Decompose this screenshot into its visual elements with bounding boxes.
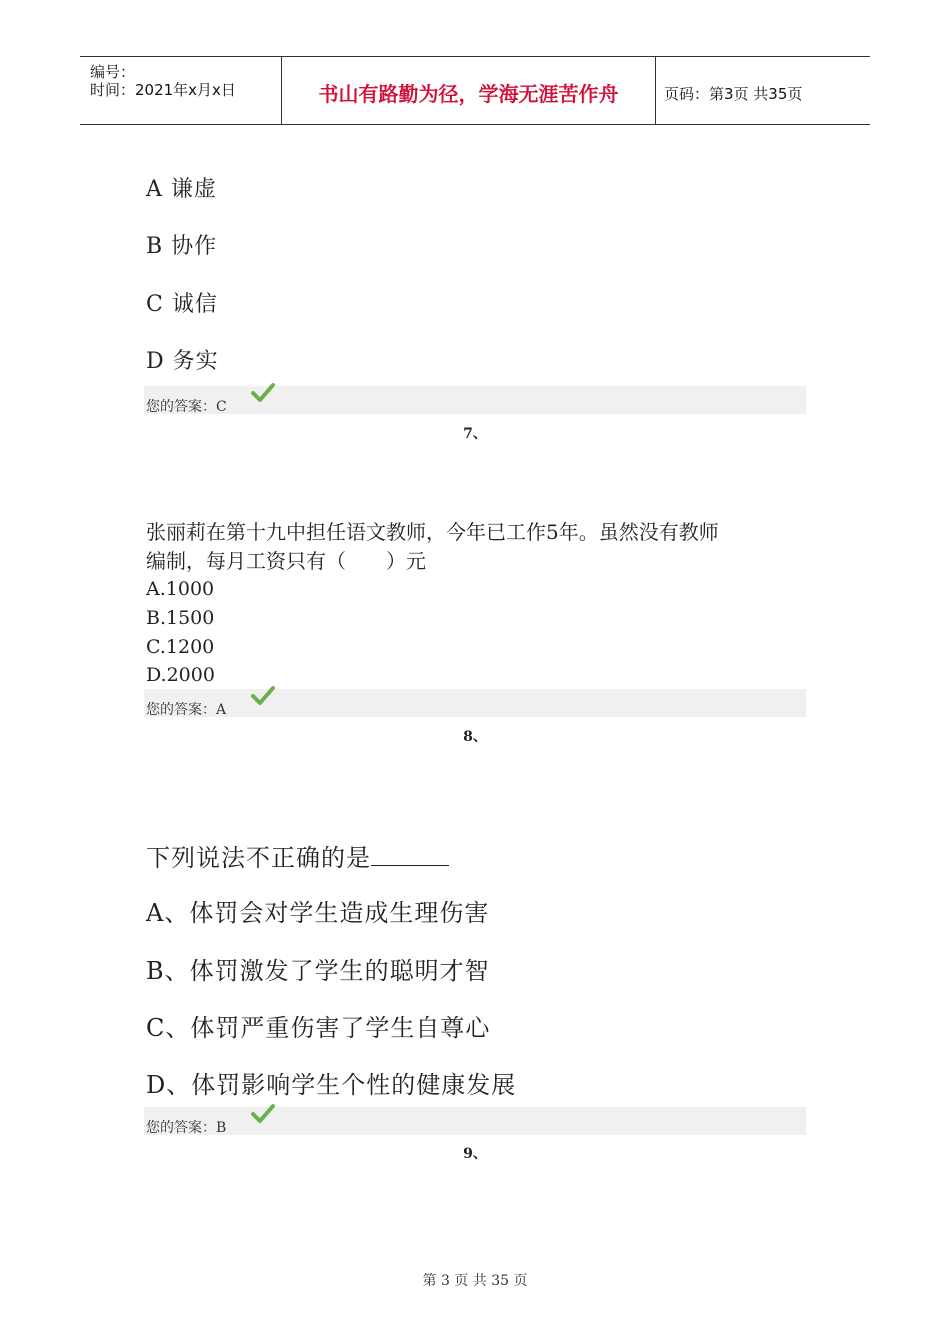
doc-number-label: 编号： [90, 63, 136, 81]
q8-text [146, 838, 449, 873]
page-footer: 第 3 页 共 35 页 [422, 1273, 528, 1289]
q7-answer-bar [144, 689, 806, 717]
doc-date-label: 时间：2021年x月x日 [90, 81, 236, 99]
q7-answer-text: 您的答案：A [146, 702, 227, 718]
header-top-border [80, 56, 870, 57]
check-icon [250, 685, 276, 707]
q6-option-c: C 诚信 [146, 292, 218, 317]
q8-option-d: D、体罚影响学生个性的健康发展 [146, 1071, 517, 1099]
q6-option-a: A 谦虚 [146, 177, 217, 202]
header-motto: 书山有路勤为径，学海无涯苦作舟 [318, 82, 619, 106]
q7-option-d: D.2000 [146, 664, 215, 686]
q7-option-c: C.1200 [146, 636, 215, 658]
q7-option-a: A.1000 [146, 578, 215, 600]
q7-text-line2: 编制，每月工资只有（ ）元 [146, 549, 426, 573]
q7-option-b: B.1500 [146, 607, 215, 629]
q9-number: 9、 [463, 1146, 487, 1162]
check-icon [250, 382, 276, 404]
q6-option-d: D 务实 [146, 349, 219, 374]
q8-option-b: B、体罚激发了学生的聪明才智 [146, 957, 490, 985]
q7-text-line1: 张丽莉在第十九中担任语文教师，今年已工作5年。虽然没有教师 [146, 520, 719, 544]
q8-answer-bar [144, 1107, 806, 1135]
q8-answer-blank [371, 843, 449, 866]
q7-number: 7、 [463, 426, 487, 442]
check-icon [250, 1103, 276, 1125]
page-indicator: 页码：第3页 共35页 [664, 85, 803, 103]
q8-option-c: C、体罚严重伤害了学生自尊心 [146, 1014, 491, 1042]
q6-answer-bar [144, 386, 806, 414]
q8-number: 8、 [463, 729, 487, 745]
header-bottom-border [80, 124, 870, 125]
q8-answer-text: 您的答案：B [146, 1120, 227, 1136]
q6-answer-text: 您的答案：C [146, 399, 227, 415]
q6-option-b: B 协作 [146, 234, 218, 259]
q8-option-a: A、体罚会对学生造成生理伤害 [146, 899, 490, 927]
header-divider-2 [655, 56, 656, 125]
q8-text-content: 下列说法不正确的是 [146, 844, 371, 872]
